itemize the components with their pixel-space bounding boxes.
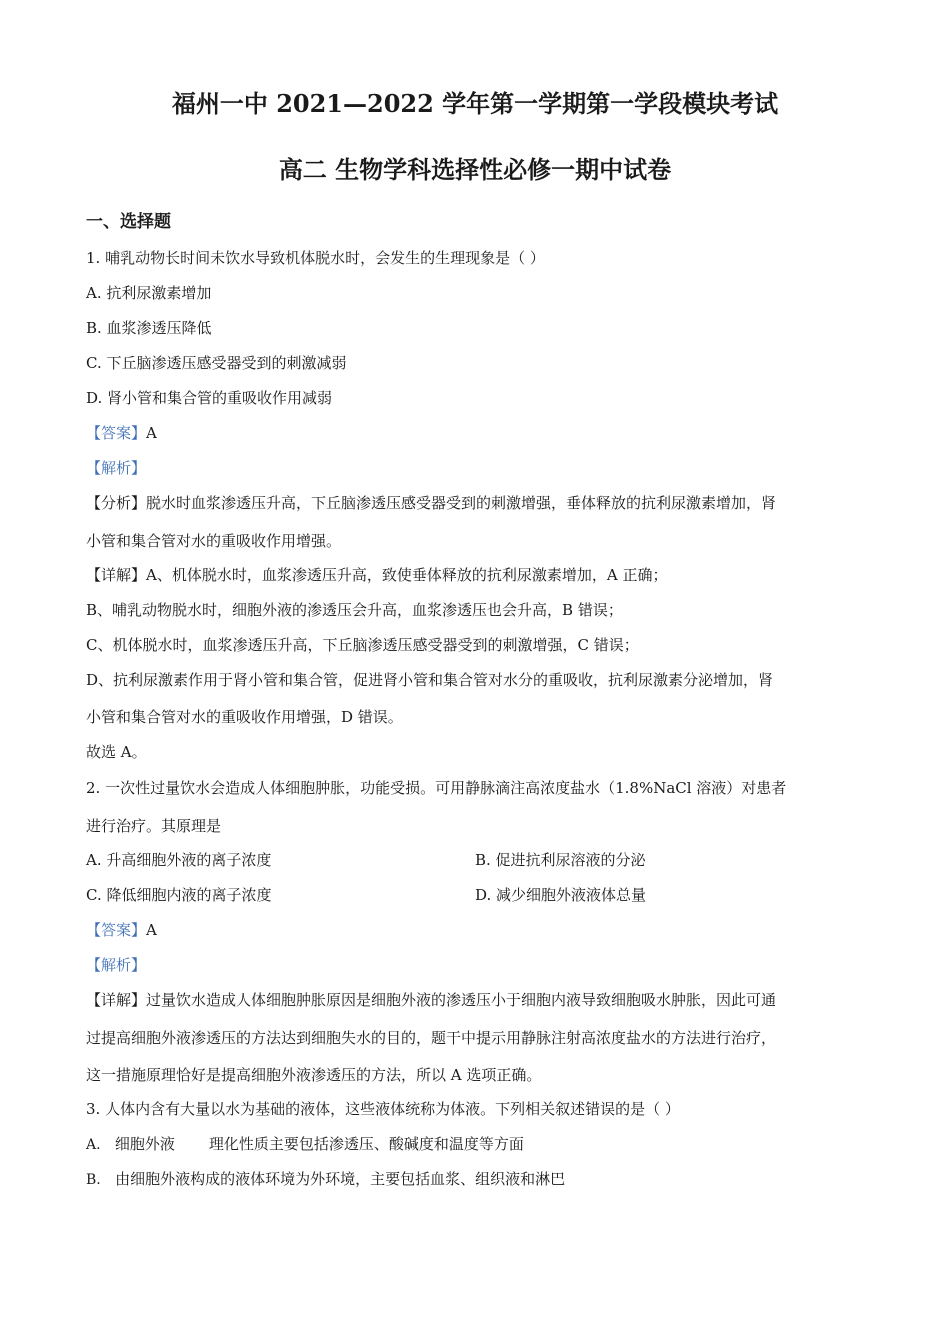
answer-value: A [146,424,157,442]
q2-analysis-tag: 【解析】 [86,956,147,974]
detail-text: A、机体脱水时，血浆渗透压升高，致使垂体释放的抗利尿激素增加，A 正确； [146,566,668,584]
fenxi-tag: 【分析】 [86,494,147,512]
q1-conclusion: 故选 A。 [86,743,147,761]
q2-option-c: C. 降低细胞内液的离子浓度 [86,886,272,904]
q2-option-b: B. 促进抗利尿溶液的分泌 [475,851,646,869]
q1-detail-d: D、抗利尿激素作用于肾小管和集合管，促进肾小管和集合管对水分的重吸收，抗利尿激素分泌增加，肾 [86,671,774,689]
q3-stem: 3. 人体内含有大量以水为基础的液体，这些液体统称为体液。下列相关叙述错误的是（ ） [86,1100,680,1118]
detail-text: 过量饮水造成人体细胞肿胀原因是细胞外液的渗透压小于细胞内液导致细胞吸水肿胀，因此可通 [146,991,777,1009]
answer-tag: 【答案】 [86,424,147,442]
q2-detail-cont1: 过提高细胞外液渗透压的方法达到细胞失水的目的，题干中提示用静脉注射高浓度盐水的方法进行治疗， [86,1029,777,1047]
q2-option-a: A. 升高细胞外液的离子浓度 [86,851,272,869]
option-text: 由细胞外液构成的液体环境为外环境，主要包括血浆、组织液和淋巴 [115,1170,566,1188]
q1-answer [86,423,157,443]
q1-option-c: C. 下丘脑渗透压感受器受到的刺激减弱 [86,354,347,372]
q1-option-d: D. 肾小管和集合管的重吸收作用减弱 [86,389,333,407]
q2-detail [86,990,776,1010]
q3-option-b [86,1169,565,1190]
q1-analysis-tag: 【解析】 [86,459,147,477]
option-label: A. [86,1137,101,1153]
q1-option-b: B. 血浆渗透压降低 [86,319,212,337]
q2-stem: 2. 一次性过量饮水会造成人体细胞肿胀，功能受损。可用静脉滴注高浓度盐水（1.8%NaCl 溶液）对患者 [86,779,787,797]
q1-detail-a [86,565,667,585]
exam-title: 福州一中 2021—2022 学年第一学期第一学段模块考试 [171,89,779,118]
option-text-part2: 理化性质主要包括渗透压、酸碱度和温度等方面 [208,1135,524,1153]
q1-fenxi [86,493,776,513]
q1-detail-c: C、机体脱水时，血浆渗透压升高，下丘脑渗透压感受器受到的刺激增强，C 错误； [86,636,639,654]
q3-option-a [86,1134,524,1155]
q1-fenxi-cont: 小管和集合管对水的重吸收作用增强。 [86,532,342,550]
q2-option-d: D. 减少细胞外液液体总量 [475,886,647,904]
answer-tag: 【答案】 [86,921,147,939]
option-label: B. [86,1172,101,1188]
q2-stem-cont: 进行治疗。其原理是 [86,817,222,835]
q1-detail-b: B、哺乳动物脱水时，细胞外液的渗透压会升高，血浆渗透压也会升高，B 错误； [86,601,623,619]
answer-value: A [146,921,157,939]
q1-stem: 1. 哺乳动物长时间未饮水导致机体脱水时，会发生的生理现象是（ ） [86,249,545,267]
xiangjie-tag: 【详解】 [86,566,147,584]
xiangjie-tag: 【详解】 [86,991,147,1009]
q2-answer [86,920,157,940]
option-text-part1: 细胞外液 [114,1135,175,1153]
exam-subtitle: 高二 生物学科选择性必修一期中试卷 [278,155,672,184]
fenxi-text: 脱水时血浆渗透压升高，下丘脑渗透压感受器受到的刺激增强，垂体释放的抗利尿激素增加，肾 [146,494,777,512]
q1-detail-d-cont: 小管和集合管对水的重吸收作用增强，D 错误。 [86,708,403,726]
section-heading: 一、选择题 [86,212,171,232]
q2-detail-cont2: 这一措施原理恰好是提高细胞外液渗透压的方法，所以 A 选项正确。 [86,1066,542,1084]
q1-option-a: A. 抗利尿激素增加 [86,284,212,302]
